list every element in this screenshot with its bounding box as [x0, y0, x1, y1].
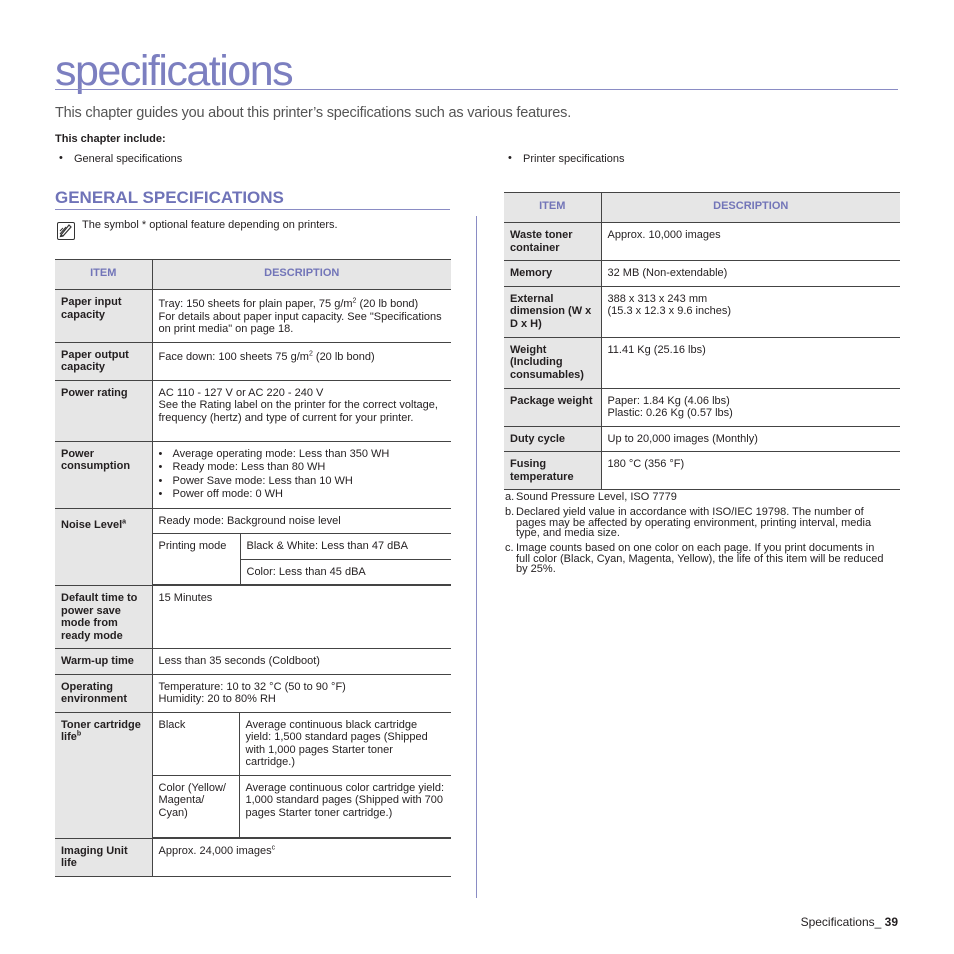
- includes-label: This chapter include:: [55, 133, 166, 145]
- table-row: [504, 337, 900, 388]
- page-title: specifications: [55, 47, 293, 95]
- row-label: Power consumption: [55, 441, 152, 508]
- row-value: Paper: 1.84 Kg (4.06 lbs) Plastic: 0.26 Kg (0.57 lbs): [601, 388, 900, 426]
- table-header-row: [55, 260, 451, 290]
- table-row: [504, 261, 900, 287]
- include-item-general: • General specifications: [59, 152, 183, 165]
- footnote-a: a. Sound Pressure Level, ISO 7779: [505, 491, 677, 503]
- table-row: [504, 452, 900, 490]
- row-label: Memory: [504, 261, 601, 287]
- row-label: Default time to power save mode from ready mode: [55, 586, 152, 649]
- section-heading: GENERAL SPECIFICATIONS: [55, 188, 284, 207]
- noise-subtable: [153, 509, 452, 586]
- table-row: [55, 586, 451, 649]
- table-row: [504, 388, 900, 426]
- row-label: Noise Level$^a$: [55, 508, 152, 586]
- column-header-description: DESCRIPTION: [601, 193, 900, 223]
- row-label: External dimension (W x D x H): [504, 286, 601, 337]
- row-value: 180 °C (356 °F): [601, 452, 900, 490]
- row-value: 15 Minutes: [152, 586, 451, 649]
- noise-ready: Ready mode: Background noise level: [158, 514, 341, 527]
- table-row: [55, 508, 451, 586]
- row-label: Fusing temperature: [504, 452, 601, 490]
- page-number: 39: [884, 915, 898, 929]
- table-row: [55, 342, 451, 380]
- row-value: [152, 712, 451, 838]
- printer-spec-table: [504, 192, 900, 490]
- table-row: [504, 286, 900, 337]
- noise-color: Color: Less than 45 dBA: [246, 565, 366, 578]
- toner-color-desc: Average continuous color cartridge yield: 1,000 standard pages (Shipped with 700 pages Starter toner cartridge.): [239, 775, 451, 837]
- column-header-description: DESCRIPTION: [152, 260, 451, 290]
- noise-bw: Black & White: Less than 47 dBA: [240, 534, 451, 560]
- row-label: Toner cartridge life$^b$: [55, 712, 152, 838]
- power-consumption-list: [157, 448, 446, 502]
- table-header-row: [504, 193, 900, 223]
- table-row: [55, 649, 451, 675]
- row-label: Operating environment: [55, 674, 152, 712]
- table-row: [55, 838, 451, 876]
- include-item-printer: • Printer specifications: [508, 152, 625, 165]
- row-value: Face down: 100 sheets 75 $g/m^2$ (20 lb bond): [152, 342, 451, 380]
- footer-label: Specifications_: [800, 915, 882, 929]
- bullet-icon: •: [59, 152, 63, 164]
- row-label: Package weight: [504, 388, 601, 426]
- table-row: [504, 223, 900, 261]
- row-label: Paper output capacity: [55, 342, 152, 380]
- table-row: [55, 712, 451, 838]
- row-value: 11.41 Kg (25.16 lbs): [601, 337, 900, 388]
- row-label: Paper input capacity: [55, 290, 152, 343]
- column-divider: [476, 216, 477, 898]
- page-footer: [801, 915, 898, 929]
- row-value: 388 x 313 x 243 mm (15.3 x 12.3 x 9.6 inches): [601, 286, 900, 337]
- bullet-icon: •: [508, 152, 512, 164]
- row-label: Weight (Including consumables): [504, 337, 601, 388]
- section-divider: [55, 209, 450, 210]
- column-header-item: ITEM: [504, 193, 601, 223]
- note-pencil-icon: [57, 222, 75, 240]
- table-row: [55, 441, 451, 508]
- toner-subtable: [153, 713, 452, 838]
- toner-color-label: Color (Yellow/ Magenta/ Cyan): [153, 775, 240, 837]
- row-label: Duty cycle: [504, 426, 601, 452]
- row-label: Waste toner container: [504, 223, 601, 261]
- list-item: • Ready mode: Less than 80 WH: [173, 461, 446, 475]
- footnote-b: b. Declared yield value in accordance with ISO/IEC 19798. The number of pages may be affected by operating environment, printing interval, media type, and media size.: [505, 506, 872, 539]
- row-label: Warm-up time: [55, 649, 152, 675]
- chapter-intro: This chapter guides you about this printer’s specifications such as various features.: [55, 105, 572, 121]
- general-spec-table: [55, 259, 451, 877]
- printing-mode-label: Printing mode: [153, 534, 241, 585]
- title-divider: [55, 89, 898, 90]
- row-value: Temperature: 10 to 32 °C (50 to 90 °F) Humidity: 20 to 80% RH: [152, 674, 451, 712]
- row-value: [152, 508, 451, 586]
- row-value: AC 110 - 127 V or AC 220 - 240 V See the Rating label on the printer for the correct voltage, frequency (hertz) and type of current for your printer.: [152, 380, 451, 441]
- table-row: [55, 674, 451, 712]
- row-value: Approx. 24,000 images$^c$: [152, 838, 451, 876]
- column-header-item: ITEM: [55, 260, 152, 290]
- table-row: [55, 290, 451, 343]
- note-text: The symbol * optional feature depending on printers.: [82, 219, 338, 231]
- row-value: 32 MB (Non-extendable): [601, 261, 900, 287]
- table-row: [55, 380, 451, 441]
- row-value: Up to 20,000 images (Monthly): [601, 426, 900, 452]
- footnote-c: c. Image counts based on one color on each page. If you print documents in full color (Black, Cyan, Magenta, Yellow), the life of this item will be reduced by 25%.: [505, 542, 884, 575]
- row-value: Less than 35 seconds (Coldboot): [152, 649, 451, 675]
- list-item: • Power Save mode: Less than 10 WH: [173, 475, 446, 489]
- row-label: Power rating: [55, 380, 152, 441]
- row-value: [152, 441, 451, 508]
- row-value: Tray: 150 sheets for plain paper, 75 $g/m^2$ (20 lb bond) For details about paper input capacity. See "Specifications on print media" on page 18.: [152, 290, 451, 343]
- row-value: Approx. 10,000 images: [601, 223, 900, 261]
- list-item: • Average operating mode: Less than 350 WH: [173, 448, 446, 462]
- toner-black-label: Black: [153, 713, 240, 776]
- list-item: • Power off mode: 0 WH: [173, 488, 446, 502]
- table-row: [504, 426, 900, 452]
- toner-black-desc: Average continuous black cartridge yield: 1,500 standard pages (Shipped with 1,000 pages Starter toner cartridge.): [239, 713, 451, 776]
- row-label: Imaging Unit life: [55, 838, 152, 876]
